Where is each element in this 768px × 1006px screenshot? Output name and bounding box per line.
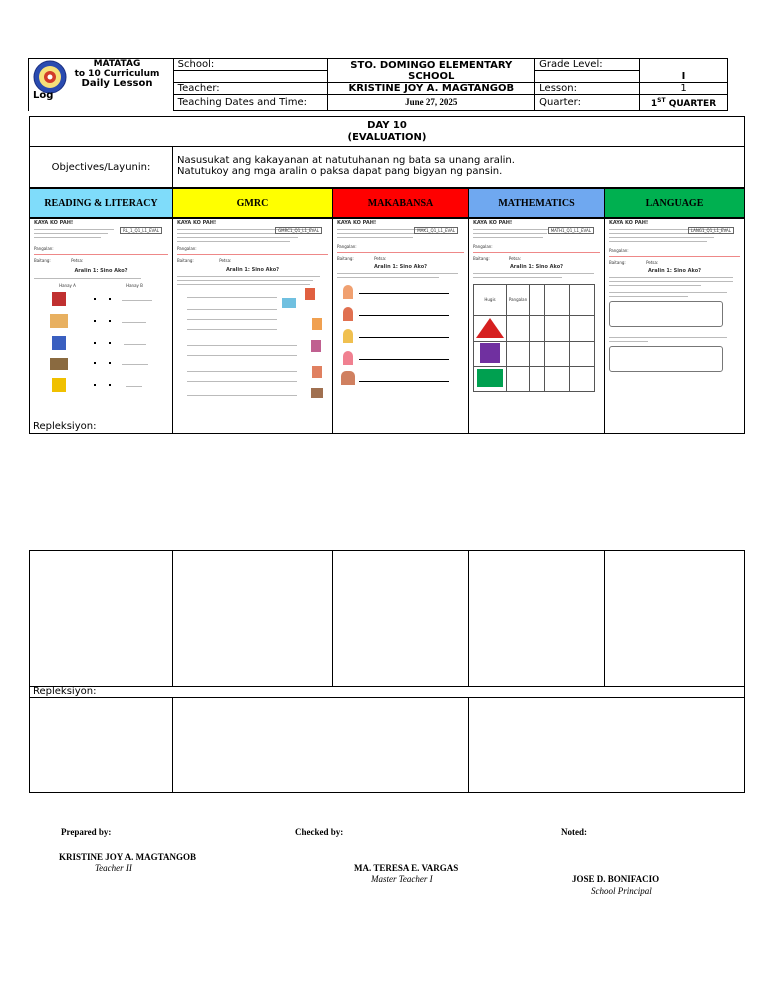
checked-by-title: Master Teacher I xyxy=(371,874,433,884)
reflection-label-1: Repleksiyon: xyxy=(33,421,97,432)
noted-label: Noted: xyxy=(561,827,587,837)
day-title-box xyxy=(29,116,745,147)
ws-reading-items xyxy=(34,288,168,398)
prepared-by-label: Prepared by: xyxy=(61,827,112,837)
prepared-by-title: Teacher II xyxy=(95,863,132,873)
subject-gmrc: GMRC xyxy=(172,188,333,218)
header-block xyxy=(28,58,728,111)
reflection-cell-1 xyxy=(29,697,173,793)
day-title: DAY 10 xyxy=(367,120,407,131)
school-label: School: xyxy=(173,59,328,71)
lesson-value: 1 xyxy=(640,83,728,95)
rectangle-green-shape-icon xyxy=(477,369,503,387)
dates-value: June 27, 2025 xyxy=(328,95,535,111)
curriculum-cell xyxy=(29,59,174,111)
noted-title: School Principal xyxy=(591,886,652,896)
worksheet-reading: KAYA KO PAH! RL_1_Q1_L1_EVAL Pangalan: Baitang: Petsa: Aralin 1: Sino Ako? Hanay A Hanay B Repleksiyon: xyxy=(29,218,173,434)
grade-value: I xyxy=(640,71,728,83)
subject-makabansa: MAKABANSA xyxy=(332,188,469,218)
curriculum-line1: MATATAG xyxy=(93,59,141,69)
teacher-value: KRISTINE JOY A. MAGTANGOB xyxy=(328,83,535,95)
checked-by-name: MA. TERESA E. VARGAS xyxy=(354,863,459,873)
objective-line-2: Natutukoy ang mga aralin o paksa dapat pang bigyan ng pansin. xyxy=(177,166,503,177)
lower-cell-3 xyxy=(332,550,469,687)
reflection-label-2: Repleksiyon: xyxy=(33,686,97,697)
subject-reading-literacy: READING & LITERACY xyxy=(29,188,173,218)
subject-mathematics: MATHEMATICS xyxy=(468,188,605,218)
dates-label: Teaching Dates and Time: xyxy=(173,95,328,111)
noted-name: JOSE D. BONIFACIO xyxy=(572,874,660,884)
objective-line-1: Nasusukat ang kakayanan at natutuhanan ng bata sa unang aralin. xyxy=(177,155,515,166)
math-shapes-table: Hugis Pangalan xyxy=(473,284,595,392)
ws-banner: KAYA KO PAH! xyxy=(34,220,74,226)
triangle-shape-icon xyxy=(476,318,504,338)
lower-cell-2 xyxy=(172,550,333,687)
worksheet-language: KAYA KO PAH! LANG1_Q1_L1_EVAL Pangalan: Baitang: Petsa: Aralin 1: Sino Ako? xyxy=(604,218,745,434)
grade-label: Grade Level: xyxy=(535,59,640,71)
quarter-value: 1ST QUARTER xyxy=(640,95,728,111)
objectives-text-box xyxy=(172,146,745,188)
curriculum-line4: Log xyxy=(33,90,54,101)
objectives-label: Objectives/Layunin: xyxy=(51,161,151,173)
lesson-label: Lesson: xyxy=(535,83,640,95)
teacher-label: Teacher: xyxy=(173,83,328,95)
reflection-cell-3 xyxy=(468,697,745,793)
worksheet-gmrc: KAYA KO PAH! GMRC1_Q1_L1_EVAL Pangalan: Baitang: Petsa: Aralin 1: Sino Ako? xyxy=(172,218,333,434)
subject-language: LANGUAGE xyxy=(604,188,745,218)
quarter-label: Quarter: xyxy=(535,95,640,111)
lower-cell-4 xyxy=(468,550,605,687)
checked-by-label: Checked by: xyxy=(295,827,344,837)
curriculum-line3: Daily Lesson xyxy=(81,78,153,89)
objectives-label-box xyxy=(29,146,173,188)
prepared-by-name: KRISTINE JOY A. MAGTANGOB xyxy=(59,852,197,862)
day-subtitle: (EVALUATION) xyxy=(347,132,427,143)
school-value: STO. DOMINGO ELEMENTARY SCHOOL xyxy=(328,59,535,83)
curriculum-line2: to 10 Curriculum xyxy=(74,69,160,79)
worksheet-mathematics: KAYA KO PAH! MATH1_Q1_L1_EVAL Pangalan: Baitang: Petsa: Aralin 1: Sino Ako? Hugis Pangalan xyxy=(468,218,605,434)
worksheet-makabansa: KAYA KO PAH! MAK1_Q1_L1_EVAL Pangalan: Baitang: Petsa: Aralin 1: Sino Ako? xyxy=(332,218,469,434)
lower-cell-5 xyxy=(604,550,745,687)
square-purple-shape-icon xyxy=(480,343,500,363)
lower-cell-1 xyxy=(29,550,173,687)
reflection-cell-2 xyxy=(172,697,469,793)
deped-seal-logo xyxy=(33,60,67,94)
